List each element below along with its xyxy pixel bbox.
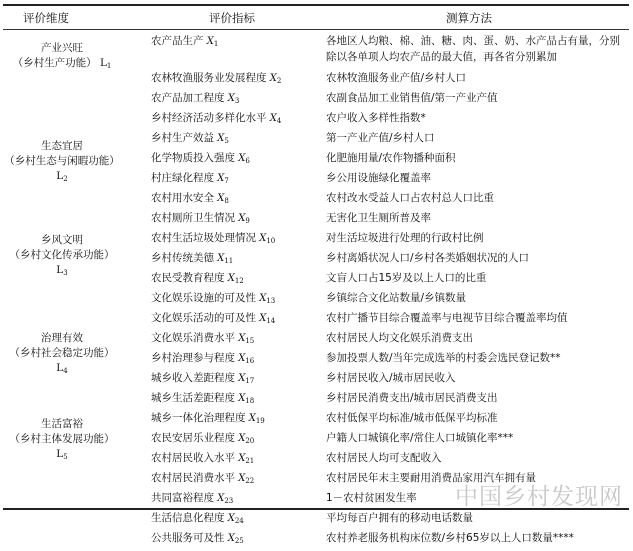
dimension-function: （乡村社会稳定功能） $L_4$ xyxy=(9,347,115,375)
method-cell: 农村居民人均文化娱乐消费支出 xyxy=(326,332,473,344)
indicator-variable: $X_{17}$ xyxy=(238,373,255,385)
table-row xyxy=(3,148,629,168)
method-cell: 第一产业产值/乡村人口 xyxy=(326,132,435,144)
table-row xyxy=(3,128,629,148)
indicator-variable: $X_{18}$ xyxy=(238,393,255,405)
indicator-variable: $X_{13}$ xyxy=(259,293,276,305)
table-row xyxy=(3,168,629,188)
table-row xyxy=(3,308,629,328)
indicator-name: 文化娱乐活动的可及性 xyxy=(151,312,256,324)
indicator-name: 乡村传统美德 xyxy=(151,252,214,264)
indicator-name: 农产品生产 xyxy=(151,35,204,47)
indicator-name: 乡村治理参与程度 xyxy=(151,352,235,364)
indicator-cell xyxy=(151,31,218,54)
indicator-variable: $X_{10}$ xyxy=(259,233,276,245)
indicator-name: 城乡生活差距程度 xyxy=(151,392,235,404)
method-cell: 农村居民人均可支配收入 xyxy=(326,452,442,464)
dimension-name: 乡风文明 xyxy=(41,234,83,246)
method-cell: 农村广播节目综合覆盖率与电视节目综合覆盖率均值 xyxy=(326,312,568,324)
method-cell: 化肥施用量/农作物播种面积 xyxy=(326,152,456,164)
dimension-name: 生活富裕 xyxy=(41,418,83,430)
table-row xyxy=(3,188,629,208)
method-cell: 无害化卫生厕所普及率 xyxy=(326,212,431,224)
header-indicator: 评价指标 xyxy=(209,11,255,25)
indicator-variable: $X_1$ xyxy=(206,36,219,48)
table-row xyxy=(3,228,629,248)
method-cell: 平均每百户拥有的移动电话数量 xyxy=(326,512,473,524)
method-cell: 农村养老服务机构床位数/乡村65岁以上人口数量**** xyxy=(326,532,574,544)
indicator-name: 农民受教育程度 xyxy=(151,272,225,284)
method-cell: 乡村居民消费支出/城市居民消费支出 xyxy=(326,392,498,404)
method-cell: 农林牧渔服务业产值/乡村人口 xyxy=(326,72,467,84)
indicator-variable: $X_4$ xyxy=(269,113,282,125)
method-cell: 文盲人口占15岁及以上人口的比重 xyxy=(326,272,487,284)
table-row xyxy=(3,68,629,88)
indicator-name: 城乡收入差距程度 xyxy=(151,372,235,384)
table-row xyxy=(3,448,629,468)
method-cell: 农户收入多样性指数* xyxy=(326,112,426,124)
dimension-function: （乡村文化传承功能） $L_3$ xyxy=(9,249,115,277)
indicator-name: 农民安居乐业程度 xyxy=(151,432,235,444)
indicator-variable: $X_6$ xyxy=(238,153,250,165)
indicator-variable: $X_7$ xyxy=(217,173,229,185)
indicator-name: 乡村经济活动多样化水平 xyxy=(151,112,267,124)
table-row xyxy=(3,508,629,528)
indicator-name: 文化娱乐设施的可及性 xyxy=(151,292,256,304)
table-row xyxy=(3,388,629,408)
table-row xyxy=(3,108,629,128)
table-row xyxy=(3,248,629,268)
indicator-variable: $X_3$ xyxy=(227,93,240,105)
indicator-name: 村庄绿化程度 xyxy=(151,172,214,184)
indicator-cell xyxy=(151,528,244,551)
method-cell: 乡公用设施绿化覆盖率 xyxy=(326,172,431,184)
indicator-name: 乡村生产效益 xyxy=(151,132,214,144)
indicator-name: 农村生活垃圾处理情况 xyxy=(151,232,256,244)
method-cell: 农村改水受益人口占农村总人口比重 xyxy=(326,192,494,204)
table-row xyxy=(3,408,629,428)
method-cell: 农村低保平均标准/城市低保平均标准 xyxy=(326,412,498,424)
indicator-variable: $X_{19}$ xyxy=(248,413,265,425)
header-method: 测算方法 xyxy=(446,11,492,25)
indicator-name: 农产品加工程度 xyxy=(151,92,225,104)
site-watermark: 中国乡村发现网 xyxy=(455,484,623,510)
indicator-variable: $X_{21}$ xyxy=(238,453,255,465)
method-cell: 农副食品加工业销售值/第一产业产值 xyxy=(326,92,498,104)
indicator-variable: $X_{11}$ xyxy=(217,253,234,265)
indicator-variable: $X_{24}$ xyxy=(227,513,244,525)
table-row xyxy=(3,528,629,548)
header-dimension: 评价维度 xyxy=(23,11,69,25)
dimension-name: 生态宜居 xyxy=(41,140,83,152)
indicator-name: 文化娱乐消费水平 xyxy=(151,332,235,344)
table-row xyxy=(3,88,629,108)
dimension-function: （乡村主体发展功能） $L_5$ xyxy=(9,433,115,461)
table-row xyxy=(3,268,629,288)
table-row xyxy=(3,348,629,368)
indicator-variable: $X_5$ xyxy=(217,133,229,145)
indicator-variable: $X_{16}$ xyxy=(238,353,255,365)
indicator-name: 共同富裕程度 xyxy=(151,492,214,504)
dimension-name: 产业兴旺 xyxy=(41,42,83,54)
indicator-name: 化学物质投入强度 xyxy=(151,152,235,164)
method-cell: 乡村离婚状况人口/乡村各类婚姻状况的人口 xyxy=(326,252,530,264)
table-row xyxy=(3,368,629,388)
method-cell: 农村居民年末主要耐用消费品家用汽车拥有量 xyxy=(326,472,536,484)
indicator-variable: $X_{25}$ xyxy=(227,533,244,545)
table-top-rule xyxy=(3,4,629,6)
indicator-name: 农村居民收入水平 xyxy=(151,452,235,464)
method-cell: 户籍人口城镇化率/常住人口城镇化率*** xyxy=(326,432,514,444)
indicator-variable: $X_2$ xyxy=(269,73,282,85)
method-cell: 乡村居民收入/城市居民收入 xyxy=(326,372,456,384)
indicator-name: 城乡一体化治理程度 xyxy=(151,412,246,424)
indicator-variable: $X_{12}$ xyxy=(227,273,244,285)
indicator-name: 农村用水安全 xyxy=(151,192,214,204)
method-cell: 各地区人均粮、棉、油、糖、肉、蛋、奶、水产品占有量，分别除以各单项人均农产品的最大值，再各省分别累加 xyxy=(326,35,620,63)
indicator-variable: $X_{14}$ xyxy=(259,313,276,325)
indicator-name: 农林牧渔服务业发展程度 xyxy=(151,72,267,84)
indicator-name: 生活信息化程度 xyxy=(151,512,225,524)
indicator-variable: $X_8$ xyxy=(217,193,229,205)
indicator-variable: $X_{22}$ xyxy=(238,473,255,485)
header-rule xyxy=(3,29,629,30)
indicator-name: 农村居民消费水平 xyxy=(151,472,235,484)
table-row xyxy=(3,288,629,308)
indicator-variable: $X_9$ xyxy=(238,213,250,225)
method-cell: 乡镇综合文化站数量/乡镇数量 xyxy=(326,292,467,304)
table-row xyxy=(3,208,629,228)
indicator-name: 公共服务可及性 xyxy=(151,532,225,544)
indicator-name: 农村厕所卫生情况 xyxy=(151,212,235,224)
table-row xyxy=(3,428,629,448)
dimension-function: （乡村生产功能） $L_1$ xyxy=(12,57,112,70)
table-row xyxy=(3,328,629,348)
indicator-variable: $X_{15}$ xyxy=(238,333,255,345)
dimension-name: 治理有效 xyxy=(41,332,83,344)
indicator-variable: $X_{23}$ xyxy=(217,493,234,505)
dimension-function: （乡村生态与闲暇功能） $L_2$ xyxy=(4,155,120,183)
method-cell: 1－农村贫困发生率 xyxy=(326,492,417,504)
table-row xyxy=(3,31,629,68)
indicator-variable: $X_{20}$ xyxy=(238,433,255,445)
method-cell: 对生活垃圾进行处理的行政村比例 xyxy=(326,232,484,244)
method-cell: 参加投票人数/当年完成选举的村委会选民登记数** xyxy=(326,352,561,364)
